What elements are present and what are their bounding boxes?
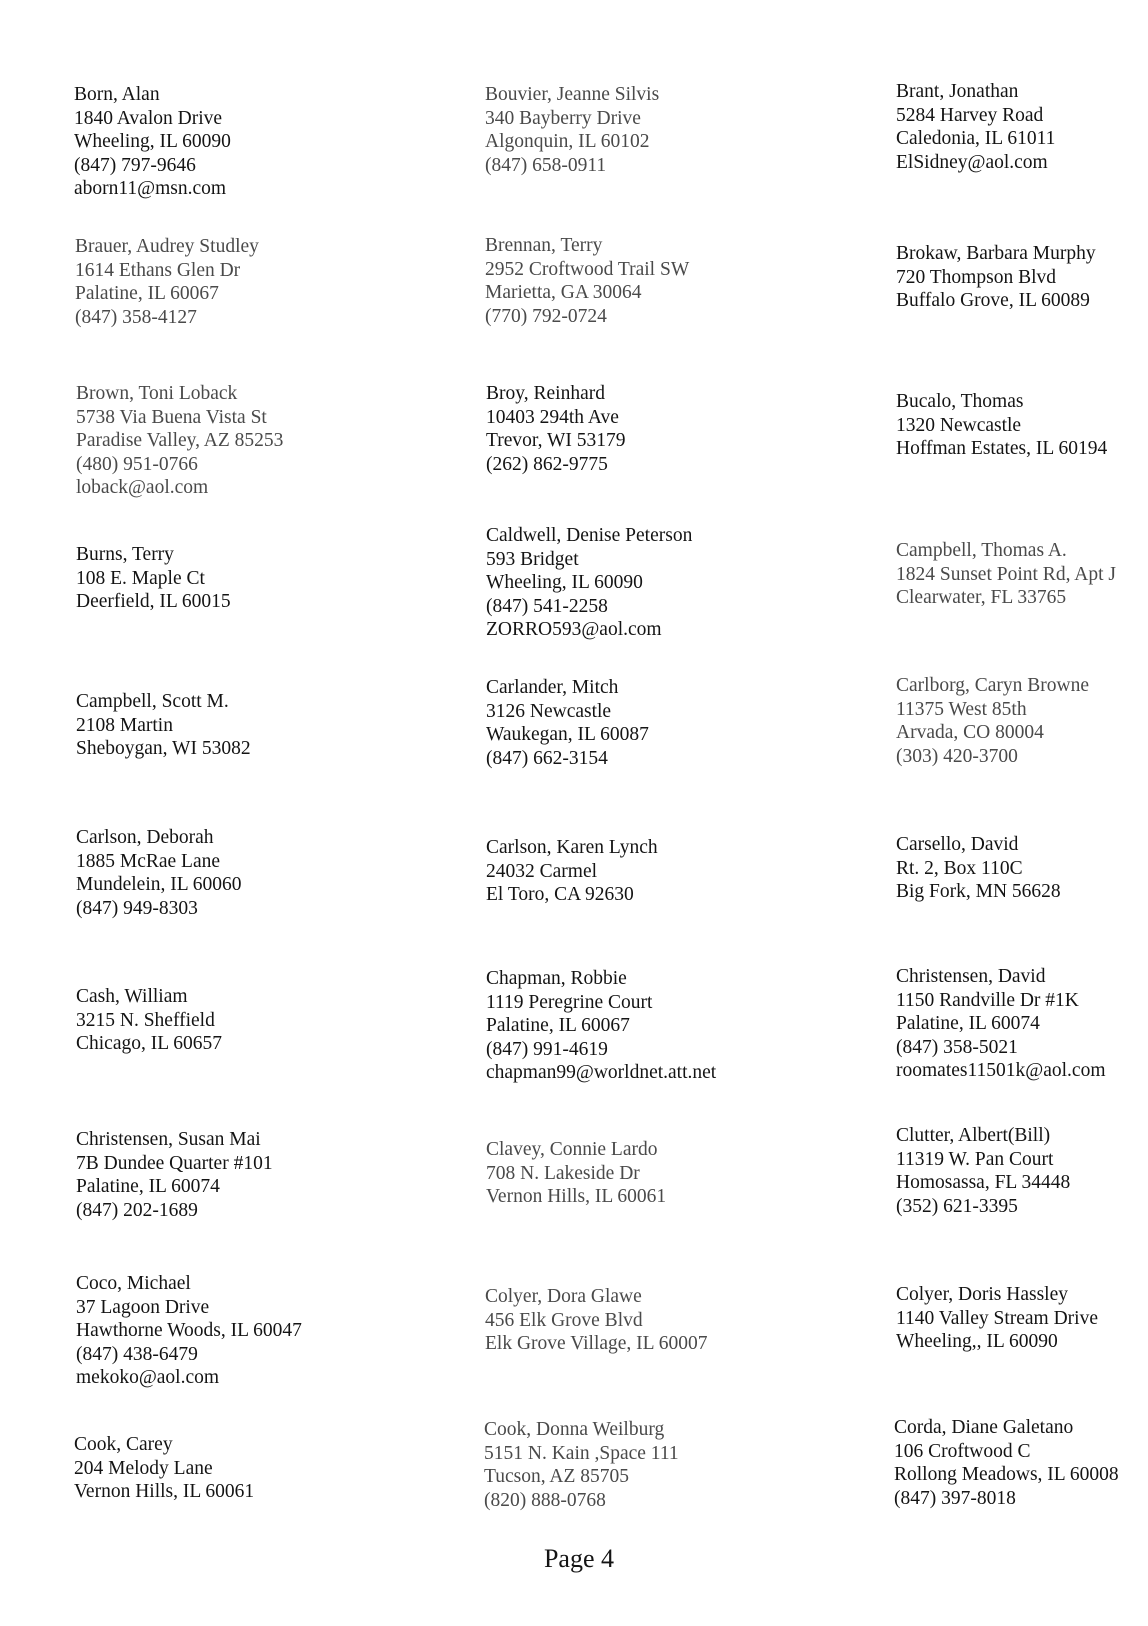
directory-entry: [76, 690, 251, 761]
entry-city: Vernon Hills, IL 60061: [486, 1186, 667, 1208]
directory-entry: [896, 1283, 1098, 1354]
entry-city: Wheeling,, IL 60090: [896, 1331, 1058, 1353]
entry-street: 1140 Valley Stream Drive: [896, 1307, 1098, 1329]
directory-entry: [76, 826, 242, 920]
entry-email: loback@aol.com: [76, 477, 209, 499]
entry-name: Cook, Carey: [74, 1434, 173, 1455]
directory-entry: [896, 965, 1105, 1083]
entry-city: Homosassa, FL 34448: [896, 1172, 1071, 1194]
entry-city: El Toro, CA 92630: [486, 884, 634, 906]
directory-entry: [76, 1272, 302, 1390]
entry-email: ZORRO593@aol.com: [486, 619, 662, 641]
entry-city: Arvada, CO 80004: [896, 722, 1044, 744]
entry-name: Colyer, Dora Glawe: [485, 1286, 642, 1307]
entry-street: 1824 Sunset Point Rd, Apt J: [896, 563, 1116, 585]
directory-entry: [76, 382, 283, 500]
entry-name: Campbell, Scott M.: [76, 691, 229, 712]
entry-city: Rollong Meadows, IL 60008: [894, 1464, 1119, 1486]
directory-entry: [896, 674, 1089, 768]
entry-email: roomates11501k@aol.com: [896, 1060, 1106, 1082]
entry-name: Christensen, David: [896, 966, 1046, 987]
entry-city: Caledonia, IL 61011: [896, 128, 1056, 150]
directory-entry: [486, 1138, 666, 1209]
entry-city: Hoffman Estates, IL 60194: [896, 438, 1108, 460]
entry-street: 11319 W. Pan Court: [896, 1148, 1054, 1170]
entry-phone: (352) 621-3395: [896, 1195, 1018, 1217]
entry-city: Marietta, GA 30064: [485, 282, 642, 304]
entry-name: Bouvier, Jeanne Silvis: [485, 84, 660, 105]
entry-name: Burns, Terry: [76, 544, 174, 565]
entry-street: 1150 Randville Dr #1K: [896, 989, 1079, 1011]
entry-city: Trevor, WI 53179: [486, 430, 626, 452]
entry-city: Big Fork, MN 56628: [896, 881, 1061, 903]
entry-email: aborn11@msn.com: [74, 178, 227, 200]
directory-entry: [74, 1433, 254, 1504]
entry-street: Rt. 2, Box 110C: [896, 857, 1023, 879]
entry-street: 1119 Peregrine Court: [486, 991, 653, 1013]
entry-name: Caldwell, Denise Peterson: [486, 525, 693, 546]
entry-city: Sheboygan, WI 53082: [76, 738, 251, 760]
directory-entry: [896, 390, 1107, 461]
entry-street: 11375 West 85th: [896, 698, 1027, 720]
entry-phone: (847) 202-1689: [76, 1199, 198, 1221]
entry-phone: (847) 358-4127: [75, 306, 197, 328]
entry-email: mekoko@aol.com: [76, 1367, 220, 1389]
entry-name: Carlson, Karen Lynch: [486, 837, 658, 858]
directory-entry: [76, 543, 231, 614]
entry-phone: (847) 541-2258: [486, 595, 608, 617]
entry-city: Algonquin, IL 60102: [485, 131, 650, 153]
entry-phone: (847) 662-3154: [486, 747, 608, 769]
entry-name: Broy, Reinhard: [486, 383, 605, 404]
entry-street: 708 N. Lakeside Dr: [486, 1162, 640, 1184]
entry-street: 5284 Harvey Road: [896, 104, 1044, 126]
entry-name: Carlson, Deborah: [76, 827, 214, 848]
directory-entry: [486, 836, 658, 907]
entry-city: Wheeling, IL 60090: [486, 572, 643, 594]
directory-entry: [485, 83, 659, 177]
entry-city: Paradise Valley, AZ 85253: [76, 430, 284, 452]
entry-street: 3126 Newcastle: [486, 700, 612, 722]
directory-entry: [896, 1124, 1070, 1218]
entry-name: Born, Alan: [74, 84, 160, 105]
entry-street: 720 Thompson Blvd: [896, 266, 1056, 288]
entry-street: 5151 N. Kain ,Space 111: [484, 1442, 679, 1464]
directory-entry: [896, 242, 1096, 313]
entry-name: Corda, Diane Galetano: [894, 1417, 1074, 1438]
entry-email: chapman99@worldnet.att.net: [486, 1062, 717, 1084]
entry-name: Carlborg, Caryn Browne: [896, 675, 1089, 696]
directory-entry: [76, 1128, 273, 1222]
entry-phone: (847) 991-4619: [486, 1038, 608, 1060]
directory-entry: [896, 80, 1055, 174]
entry-name: Carsello, David: [896, 834, 1019, 855]
entry-street: 1614 Ethans Glen Dr: [75, 259, 241, 281]
directory-entry: [74, 83, 231, 201]
entry-name: Cash, William: [76, 986, 188, 1007]
directory-entry: [485, 234, 689, 328]
entry-street: 2952 Croftwood Trail SW: [485, 258, 690, 280]
entry-name: Carlander, Mitch: [486, 677, 619, 698]
directory-entry: [896, 833, 1061, 904]
entry-street: 456 Elk Grove Blvd: [485, 1309, 643, 1331]
entry-street: 37 Lagoon Drive: [76, 1296, 210, 1318]
entry-city: Buffalo Grove, IL 60089: [896, 290, 1090, 312]
entry-name: Clavey, Connie Lardo: [486, 1139, 658, 1160]
entry-street: 108 E. Maple Ct: [76, 567, 205, 589]
entry-city: Tucson, AZ 85705: [484, 1466, 630, 1488]
directory-entry: [486, 676, 649, 770]
entry-name: Brauer, Audrey Studley: [75, 236, 259, 257]
entry-street: 1320 Newcastle: [896, 414, 1022, 436]
entry-street: 340 Bayberry Drive: [485, 107, 641, 129]
directory-entry: [896, 539, 1116, 610]
entry-phone: (480) 951-0766: [76, 453, 198, 475]
entry-street: 106 Croftwood C: [894, 1440, 1031, 1462]
directory-entry: [486, 967, 716, 1085]
entry-city: Clearwater, FL 33765: [896, 587, 1067, 609]
entry-city: Chicago, IL 60657: [76, 1033, 223, 1055]
entry-street: 1840 Avalon Drive: [74, 107, 223, 129]
entry-street: 5738 Via Buena Vista St: [76, 406, 267, 428]
entry-name: Bucalo, Thomas: [896, 391, 1024, 412]
entry-street: 10403 294th Ave: [486, 406, 619, 428]
entry-city: Waukegan, IL 60087: [486, 724, 649, 746]
entry-street: 2108 Martin: [76, 714, 173, 736]
entry-name: Brennan, Terry: [485, 235, 603, 256]
entry-city: Elk Grove Village, IL 60007: [485, 1333, 708, 1355]
entry-name: Brokaw, Barbara Murphy: [896, 243, 1096, 264]
entry-name: Colyer, Doris Hassley: [896, 1284, 1068, 1305]
entry-city: Mundelein, IL 60060: [76, 874, 242, 896]
entry-street: 204 Melody Lane: [74, 1457, 213, 1479]
entry-phone: (303) 420-3700: [896, 745, 1018, 767]
entry-name: Christensen, Susan Mai: [76, 1129, 261, 1150]
entry-name: Cook, Donna Weilburg: [484, 1419, 665, 1440]
entry-city: Palatine, IL 60067: [75, 283, 219, 305]
entry-street: 593 Bridget: [486, 548, 579, 570]
entry-name: Brant, Jonathan: [896, 81, 1019, 102]
entry-phone: (847) 438-6479: [76, 1343, 198, 1365]
directory-entry: [75, 235, 259, 329]
directory-entry: [486, 524, 692, 642]
directory-entry: [76, 985, 222, 1056]
entry-phone: (847) 658-0911: [485, 154, 607, 176]
entry-email: ElSidney@aol.com: [896, 151, 1048, 173]
entry-city: Wheeling, IL 60090: [74, 131, 231, 153]
directory-entry: [485, 1285, 708, 1356]
entry-name: Campbell, Thomas A.: [896, 540, 1067, 561]
entry-city: Vernon Hills, IL 60061: [74, 1481, 255, 1503]
entry-name: Clutter, Albert(Bill): [896, 1125, 1051, 1146]
entry-street: 1885 McRae Lane: [76, 850, 221, 872]
entry-phone: (847) 397-8018: [894, 1487, 1016, 1509]
directory-entry: [484, 1418, 679, 1512]
entry-city: Deerfield, IL 60015: [76, 591, 231, 613]
entry-name: Brown, Toni Loback: [76, 383, 238, 404]
entry-street: 3215 N. Sheffield: [76, 1009, 215, 1031]
entry-city: Palatine, IL 60074: [76, 1176, 220, 1198]
entry-phone: (262) 862-9775: [486, 453, 608, 475]
entry-street: 24032 Carmel: [486, 860, 598, 882]
entry-city: Palatine, IL 60067: [486, 1015, 630, 1037]
entry-phone: (847) 949-8303: [76, 897, 198, 919]
entry-phone: (847) 358-5021: [896, 1036, 1018, 1058]
entry-city: Palatine, IL 60074: [896, 1013, 1040, 1035]
entry-phone: (770) 792-0724: [485, 305, 607, 327]
entry-phone: (820) 888-0768: [484, 1489, 606, 1511]
entry-name: Coco, Michael: [76, 1273, 191, 1294]
entry-street: 7B Dundee Quarter #101: [76, 1152, 273, 1174]
entry-city: Hawthorne Woods, IL 60047: [76, 1320, 302, 1342]
directory-entry: [486, 382, 626, 476]
entry-phone: (847) 797-9646: [74, 154, 196, 176]
directory-entry: [894, 1416, 1119, 1510]
entry-name: Chapman, Robbie: [486, 968, 627, 989]
page-number: Page 4: [543, 1544, 615, 1573]
